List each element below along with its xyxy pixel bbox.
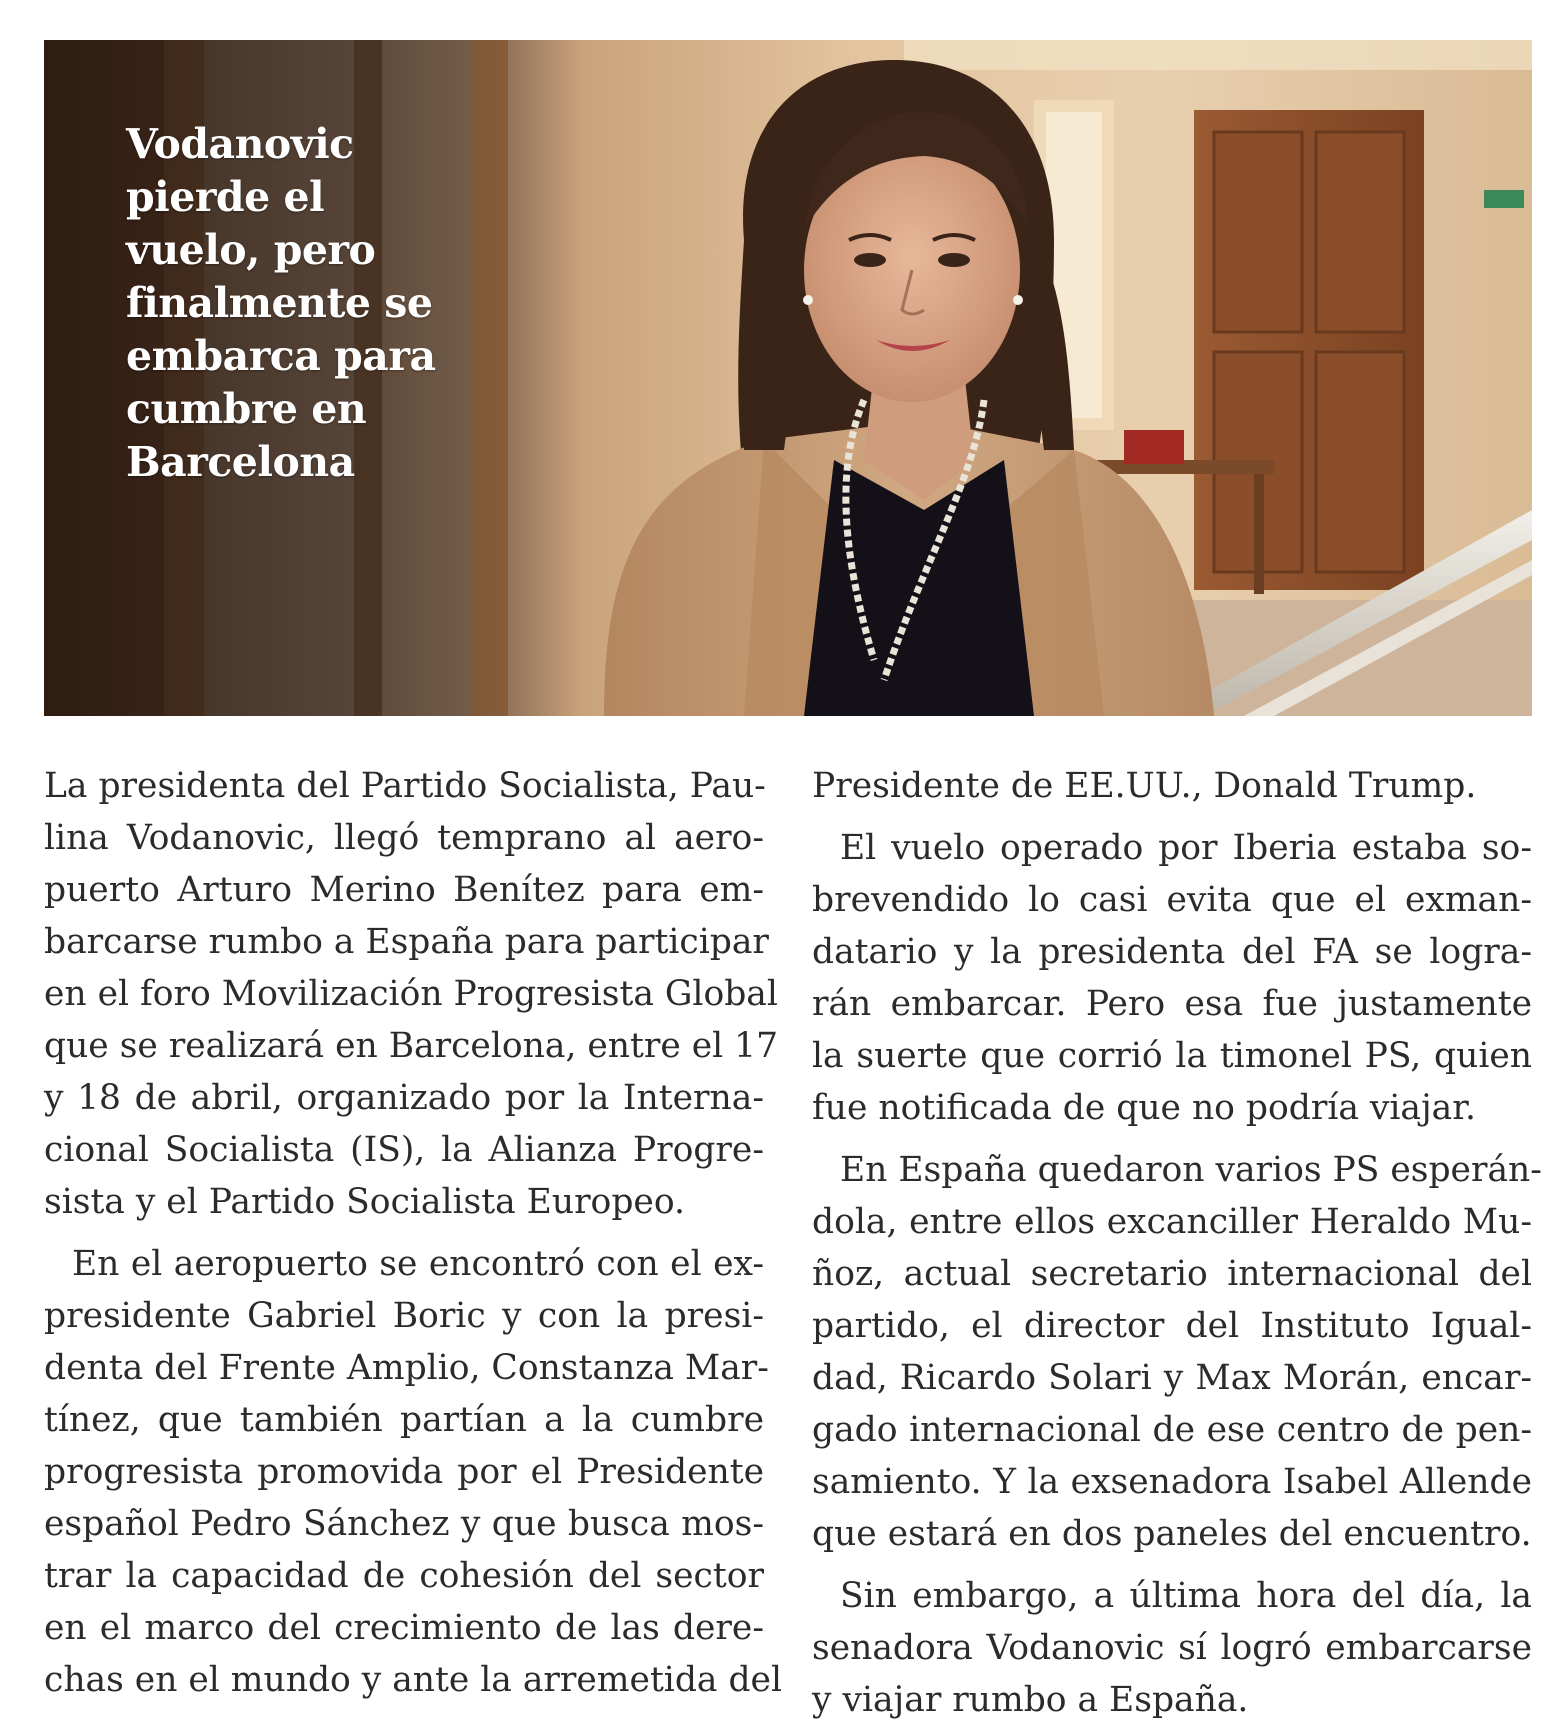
text-line: y viajar rumbo a España. bbox=[812, 1680, 1249, 1720]
text-line: gado internacional de ese centro de pen- bbox=[812, 1410, 1532, 1450]
text-line: lina Vodanovic, llegó temprano al aero- bbox=[44, 818, 764, 858]
headline bbox=[126, 118, 566, 489]
text-line: tínez, que también partían a la cumbre bbox=[44, 1400, 764, 1440]
article-column-left bbox=[44, 760, 782, 1716]
headline-line: pierde el bbox=[126, 173, 325, 221]
headline-line: Vodanovic bbox=[126, 120, 354, 168]
article-photo bbox=[44, 40, 1532, 716]
text-line: ñoz, actual secretario internacional del bbox=[812, 1254, 1532, 1294]
headline-line: vuelo, pero bbox=[126, 226, 376, 274]
headline-line: cumbre en bbox=[126, 385, 367, 433]
text-line: en el marco del crecimiento de las dere- bbox=[44, 1608, 764, 1648]
article-column-right bbox=[812, 760, 1542, 1736]
text-line: progresista promovida por el Presidente bbox=[44, 1452, 764, 1492]
headline-line: finalmente se bbox=[126, 279, 433, 327]
text-line: que estará en dos paneles del encuentro. bbox=[812, 1514, 1532, 1554]
text-line: y 18 de abril, organizado por la Interna- bbox=[44, 1078, 764, 1118]
text-line: cional Socialista (IS), la Alianza Progre- bbox=[44, 1130, 764, 1170]
text-line: Presidente de EE.UU., Donald Trump. bbox=[812, 766, 1477, 806]
text-line: En España quedaron varios PS esperán- bbox=[840, 1150, 1542, 1190]
text-line: En el aeropuerto se encontró con el ex- bbox=[72, 1244, 764, 1284]
headline-line: embarca para bbox=[126, 332, 436, 380]
text-line: partido, el director del Instituto Igual- bbox=[812, 1306, 1532, 1346]
text-line: puerto Arturo Merino Benítez para em- bbox=[44, 870, 764, 910]
text-line: La presidenta del Partido Socialista, Pau- bbox=[44, 766, 766, 806]
paragraph bbox=[812, 1570, 1532, 1726]
text-line: senadora Vodanovic sí logró embarcarse bbox=[812, 1628, 1532, 1668]
text-line: denta del Frente Amplio, Constanza Mar- bbox=[44, 1348, 769, 1388]
text-line: barcarse rumbo a España para participar bbox=[44, 922, 769, 962]
text-line: la suerte que corrió la timonel PS, quien bbox=[812, 1036, 1532, 1076]
paragraph bbox=[812, 760, 1532, 812]
text-line: dola, entre ellos excanciller Heraldo Mu- bbox=[812, 1202, 1532, 1242]
text-line: brevendido lo casi evita que el exman- bbox=[812, 880, 1532, 920]
text-line: trar la capacidad de cohesión del sector bbox=[44, 1556, 764, 1596]
text-line: datario y la presidenta del FA se logra- bbox=[812, 932, 1532, 972]
text-line: El vuelo operado por Iberia estaba so- bbox=[840, 828, 1532, 868]
text-line: chas en el mundo y ante la arremetida del bbox=[44, 1660, 782, 1700]
paragraph bbox=[44, 760, 779, 1228]
paragraph bbox=[812, 822, 1532, 1134]
text-line: español Pedro Sánchez y que busca mos- bbox=[44, 1504, 764, 1544]
text-line: sista y el Partido Socialista Europeo. bbox=[44, 1182, 685, 1222]
text-line: Sin embargo, a última hora del día, la bbox=[840, 1576, 1532, 1616]
text-line: samiento. Y la exsenadora Isabel Allende bbox=[812, 1462, 1532, 1502]
text-line: rán embarcar. Pero esa fue justamente bbox=[812, 984, 1532, 1024]
text-line: fue notificada de que no podría viajar. bbox=[812, 1088, 1476, 1128]
paragraph bbox=[812, 1144, 1542, 1560]
paragraph bbox=[44, 1238, 782, 1706]
text-line: presidente Gabriel Boric y con la presi- bbox=[44, 1296, 764, 1336]
text-line: dad, Ricardo Solari y Max Morán, encar- bbox=[812, 1358, 1532, 1398]
headline-line: Barcelona bbox=[126, 438, 355, 486]
text-line: que se realizará en Barcelona, entre el 17 bbox=[44, 1026, 779, 1066]
text-line: en el foro Movilización Progresista Global bbox=[44, 974, 778, 1014]
